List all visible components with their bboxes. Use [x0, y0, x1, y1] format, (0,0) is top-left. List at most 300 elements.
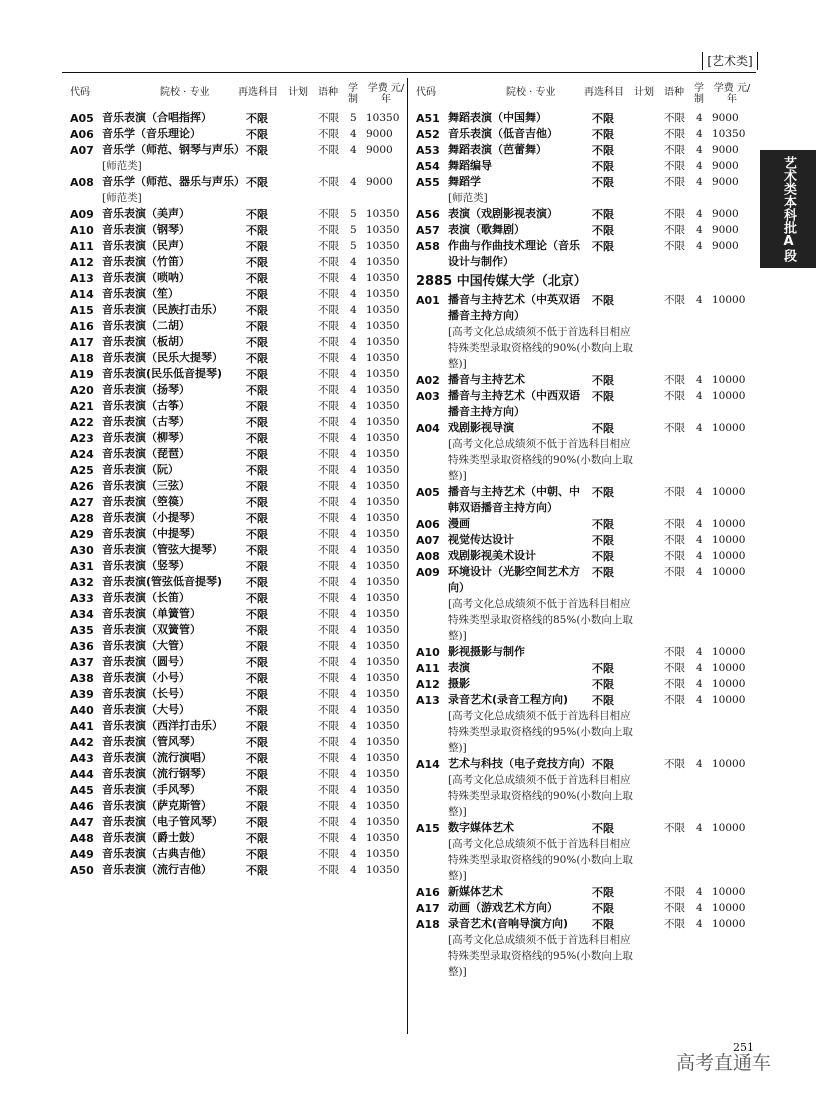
- cell-code: A23: [70, 432, 94, 445]
- table-row: [70, 670, 410, 686]
- cell-yrs: 4: [696, 886, 703, 898]
- cell-sub: 不限: [246, 304, 268, 317]
- header-code: 代码: [70, 87, 90, 98]
- cell-code: A44: [70, 768, 94, 781]
- header-name: 院校 · 专业: [506, 87, 556, 98]
- cell-sub: 不限: [246, 832, 268, 845]
- cell-sub: 不限: [592, 208, 614, 221]
- cell-code: A37: [70, 656, 94, 669]
- cell-fee: 9000: [366, 144, 393, 156]
- cell-code: A58: [416, 240, 440, 253]
- cell-lang: 不限: [318, 304, 339, 316]
- left-column: [70, 80, 410, 878]
- cell-yrs: 4: [696, 518, 703, 530]
- section-tag: [艺术类]: [702, 52, 758, 70]
- major-name: 舞蹈表演（芭蕾舞）: [448, 143, 547, 156]
- cell-fee: 10000: [712, 550, 746, 562]
- right-table-b: [416, 292, 756, 980]
- cell-fee: 10000: [712, 518, 746, 530]
- major-name: 音乐表演（流行演唱）: [102, 751, 212, 764]
- major-name: 戏剧影视美术设计: [448, 549, 536, 562]
- major-name: 音乐表演（流行吉他）: [102, 863, 212, 876]
- cell-yrs: 4: [696, 550, 703, 562]
- cell-fee: 9000: [366, 128, 393, 140]
- cell-yrs: 4: [350, 512, 357, 524]
- cell-lang: 不限: [664, 534, 685, 546]
- major-name: 音乐表演(民乐低音提琴): [102, 367, 223, 380]
- cell-sub: 不限: [592, 176, 614, 189]
- cell-code: A05: [70, 112, 94, 125]
- cell-sub: 不限: [246, 416, 268, 429]
- cell-lang: 不限: [318, 544, 339, 556]
- table-row: [70, 462, 410, 478]
- cell-lang: 不限: [664, 646, 685, 658]
- table-row: [70, 206, 410, 222]
- cell-sub: 不限: [246, 480, 268, 493]
- cell-fee: 10350: [366, 656, 400, 668]
- major-name: 舞蹈编导: [448, 159, 492, 172]
- cell-sub: 不限: [592, 822, 614, 835]
- cell-lang: 不限: [664, 128, 685, 140]
- cell-yrs: 4: [696, 662, 703, 674]
- table-row: [70, 334, 410, 350]
- cell-code: A09: [416, 566, 440, 579]
- cell-yrs: 4: [696, 566, 703, 578]
- cell-lang: 不限: [318, 640, 339, 652]
- table-row: [70, 174, 410, 190]
- cell-sub: 不限: [246, 624, 268, 637]
- cell-lang: 不限: [318, 720, 339, 732]
- major-name: 视觉传达设计: [448, 533, 514, 546]
- major-name: 音乐表演（双簧管）: [102, 623, 201, 636]
- cell-sub: 不限: [592, 918, 614, 931]
- table-row: [416, 516, 756, 532]
- cell-fee: 10350: [366, 592, 400, 604]
- table-row: [70, 846, 410, 862]
- cell-fee: 10350: [366, 752, 400, 764]
- cell-yrs: 4: [350, 800, 357, 812]
- cell-fee: 10350: [366, 208, 400, 220]
- cell-fee: 10350: [366, 560, 400, 572]
- cell-yrs: 4: [350, 736, 357, 748]
- right-table-a: [416, 110, 756, 270]
- right-column: [416, 80, 756, 980]
- major-name: 播音与主持艺术（中西双语播音主持方向）: [448, 389, 580, 418]
- cell-fee: 9000: [712, 240, 739, 252]
- cell-yrs: 4: [696, 534, 703, 546]
- cell-fee: 10000: [712, 918, 746, 930]
- cell-yrs: 4: [350, 480, 357, 492]
- cell-code: A31: [70, 560, 94, 573]
- cell-fee: 10350: [366, 768, 400, 780]
- major-name: 音乐表演（古琴）: [102, 415, 190, 428]
- major-name: 音乐表演（唢呐）: [102, 271, 190, 284]
- cell-code: A14: [70, 288, 94, 301]
- cell-sub: 不限: [246, 816, 268, 829]
- cell-sub: 不限: [592, 534, 614, 547]
- cell-lang: 不限: [664, 550, 685, 562]
- header-subject: 再选科目: [584, 87, 624, 98]
- cell-sub: 不限: [246, 848, 268, 861]
- row-note: [师范类]: [102, 160, 142, 172]
- major-name: 音乐表演（管风琴）: [102, 735, 201, 748]
- cell-code: A29: [70, 528, 94, 541]
- table-row: [70, 830, 410, 846]
- cell-fee: 10000: [712, 534, 746, 546]
- cell-code: A33: [70, 592, 94, 605]
- cell-sub: 不限: [246, 352, 268, 365]
- major-name: 表演: [448, 661, 470, 674]
- cell-lang: 不限: [664, 758, 685, 770]
- table-row: [416, 484, 756, 516]
- cell-lang: 不限: [664, 224, 685, 236]
- major-name: 音乐表演（萨克斯管）: [102, 799, 212, 812]
- cell-sub: 不限: [246, 736, 268, 749]
- cell-yrs: 4: [696, 240, 703, 252]
- cell-yrs: 4: [696, 224, 703, 236]
- major-name: 表演（戏剧影视表演）: [448, 207, 558, 220]
- header-rule: [62, 72, 756, 73]
- cell-yrs: 4: [350, 528, 357, 540]
- table-row: [70, 350, 410, 366]
- cell-fee: 10000: [712, 390, 746, 402]
- cell-fee: 10350: [366, 240, 400, 252]
- cell-fee: 9000: [712, 224, 739, 236]
- table-row: [70, 542, 410, 558]
- table-row: [70, 638, 410, 654]
- table-row: [416, 372, 756, 388]
- header-plan: 计划: [288, 87, 308, 98]
- cell-code: A32: [70, 576, 94, 589]
- cell-yrs: 4: [696, 902, 703, 914]
- table-row: [416, 142, 756, 158]
- cell-code: A12: [416, 678, 440, 691]
- table-row: [416, 900, 756, 916]
- cell-code: A16: [416, 886, 440, 899]
- cell-yrs: 4: [696, 822, 703, 834]
- cell-lang: 不限: [318, 432, 339, 444]
- cell-code: A49: [70, 848, 94, 861]
- major-name: 音乐表演（小号）: [102, 671, 190, 684]
- cell-lang: 不限: [318, 592, 339, 604]
- cell-lang: 不限: [664, 902, 685, 914]
- major-name: 音乐表演（阮）: [102, 463, 179, 476]
- cell-lang: 不限: [318, 416, 339, 428]
- cell-sub: 不限: [246, 128, 268, 141]
- cell-sub: 不限: [592, 694, 614, 707]
- cell-yrs: 4: [350, 720, 357, 732]
- row-note: [高考文化总成绩须不低于首选科目相应特殊类型录取资格线的90%(小数向上取整)]: [448, 774, 633, 818]
- cell-lang: 不限: [318, 784, 339, 796]
- cell-yrs: 4: [350, 688, 357, 700]
- cell-sub: 不限: [246, 464, 268, 477]
- cell-fee: 10350: [366, 720, 400, 732]
- cell-yrs: 5: [350, 240, 357, 252]
- cell-sub: 不限: [592, 240, 614, 253]
- cell-sub: 不限: [246, 288, 268, 301]
- cell-sub: 不限: [592, 374, 614, 387]
- cell-fee: 10000: [712, 294, 746, 306]
- cell-lang: 不限: [318, 352, 339, 364]
- cell-sub: 不限: [246, 448, 268, 461]
- cell-sub: 不限: [592, 160, 614, 173]
- left-table: [70, 110, 410, 878]
- cell-lang: 不限: [318, 256, 339, 268]
- cell-fee: 10350: [366, 736, 400, 748]
- table-row: [70, 254, 410, 270]
- cell-sub: 不限: [246, 512, 268, 525]
- major-name: 音乐表演（民声）: [102, 239, 190, 252]
- cell-yrs: 4: [350, 544, 357, 556]
- cell-sub: 不限: [592, 518, 614, 531]
- cell-lang: 不限: [318, 208, 339, 220]
- cell-sub: 不限: [246, 592, 268, 605]
- cell-code: A28: [70, 512, 94, 525]
- cell-yrs: 4: [350, 304, 357, 316]
- cell-fee: 10350: [366, 112, 400, 124]
- row-note: [师范类]: [102, 192, 142, 204]
- cell-sub: 不限: [246, 800, 268, 813]
- page-number: 251: [733, 1041, 754, 1054]
- cell-yrs: 4: [350, 416, 357, 428]
- cell-lang: 不限: [318, 608, 339, 620]
- cell-sub: 不限: [246, 688, 268, 701]
- major-name: 音乐表演（电子管风琴）: [102, 815, 223, 828]
- major-name: 音乐表演（长笛）: [102, 591, 190, 604]
- cell-lang: 不限: [318, 400, 339, 412]
- cell-sub: 不限: [246, 720, 268, 733]
- cell-yrs: 4: [350, 128, 357, 140]
- cell-lang: 不限: [664, 694, 685, 706]
- cell-sub: 不限: [592, 486, 614, 499]
- table-row: [70, 414, 410, 430]
- major-name: 音乐表演（民族打击乐）: [102, 303, 223, 316]
- cell-sub: 不限: [246, 224, 268, 237]
- cell-yrs: 4: [350, 448, 357, 460]
- cell-lang: 不限: [664, 422, 685, 434]
- cell-yrs: 4: [696, 112, 703, 124]
- cell-fee: 10000: [712, 422, 746, 434]
- cell-fee: 10000: [712, 374, 746, 386]
- cell-fee: 10350: [366, 336, 400, 348]
- cell-sub: 不限: [246, 672, 268, 685]
- cell-code: A19: [70, 368, 94, 381]
- cell-fee: 10350: [366, 320, 400, 332]
- cell-code: A06: [416, 518, 440, 531]
- row-note: [高考文化总成绩须不低于首选科目相应特殊类型录取资格线的95%(小数向上取整)]: [448, 934, 633, 978]
- cell-sub: 不限: [246, 784, 268, 797]
- cell-lang: 不限: [318, 480, 339, 492]
- cell-sub: 不限: [246, 256, 268, 269]
- major-name: 音乐表演（竖琴）: [102, 559, 190, 572]
- cell-code: A18: [70, 352, 94, 365]
- table-row: [70, 814, 410, 830]
- cell-code: A06: [70, 128, 94, 141]
- cell-fee: 10350: [366, 352, 400, 364]
- cell-sub: 不限: [592, 678, 614, 691]
- cell-code: A21: [70, 400, 94, 413]
- cell-sub: 不限: [246, 496, 268, 509]
- cell-lang: 不限: [318, 272, 339, 284]
- cell-lang: 不限: [318, 176, 339, 188]
- cell-sub: 不限: [246, 176, 268, 189]
- cell-fee: 10350: [366, 576, 400, 588]
- cell-lang: 不限: [318, 288, 339, 300]
- cell-fee: 9000: [712, 176, 739, 188]
- cell-code: A04: [416, 422, 440, 435]
- cell-sub: 不限: [592, 566, 614, 579]
- cell-code: A39: [70, 688, 94, 701]
- cell-sub: 不限: [246, 400, 268, 413]
- table-row: [416, 222, 756, 238]
- cell-fee: 10000: [712, 678, 746, 690]
- table-row: [70, 126, 410, 142]
- header-plan: 计划: [634, 87, 654, 98]
- major-name: 音乐表演（笙）: [102, 287, 179, 300]
- table-row: [416, 884, 756, 900]
- cell-code: A08: [416, 550, 440, 563]
- cell-fee: 10000: [712, 646, 746, 658]
- table-row: [416, 158, 756, 174]
- table-row: [416, 532, 756, 548]
- cell-lang: 不限: [318, 656, 339, 668]
- cell-yrs: 4: [696, 422, 703, 434]
- table-row: [70, 718, 410, 734]
- cell-code: A11: [416, 662, 440, 675]
- cell-sub: 不限: [246, 432, 268, 445]
- cell-code: A36: [70, 640, 94, 653]
- cell-fee: 9000: [712, 160, 739, 172]
- cell-fee: 10350: [366, 416, 400, 428]
- cell-code: A30: [70, 544, 94, 557]
- cell-yrs: 4: [350, 384, 357, 396]
- major-name: 音乐表演(管弦低音提琴): [102, 575, 223, 588]
- cell-yrs: 4: [696, 390, 703, 402]
- cell-fee: 10350: [366, 432, 400, 444]
- cell-yrs: 4: [696, 758, 703, 770]
- cell-yrs: 4: [350, 672, 357, 684]
- row-note: [师范类]: [448, 192, 488, 204]
- table-row: [416, 292, 756, 324]
- cell-lang: 不限: [664, 112, 685, 124]
- table-row: [416, 820, 756, 836]
- cell-lang: 不限: [318, 736, 339, 748]
- cell-code: A05: [416, 486, 440, 499]
- cell-lang: 不限: [318, 240, 339, 252]
- side-section-tab: 艺术类本科批A段: [760, 150, 816, 268]
- cell-code: A03: [416, 390, 440, 403]
- cell-yrs: 4: [350, 624, 357, 636]
- table-row: [70, 782, 410, 798]
- cell-fee: 10350: [366, 256, 400, 268]
- major-name: 音乐表演（低音吉他）: [448, 127, 558, 140]
- major-name: 音乐表演（流行钢琴）: [102, 767, 212, 780]
- cell-sub: 不限: [592, 390, 614, 403]
- table-row: [70, 750, 410, 766]
- cell-sub: 不限: [592, 112, 614, 125]
- cell-code: A16: [70, 320, 94, 333]
- cell-code: A17: [70, 336, 94, 349]
- cell-lang: 不限: [318, 832, 339, 844]
- major-name: 艺术与科技（电子竞技方向）: [448, 757, 591, 770]
- cell-yrs: 5: [350, 224, 357, 236]
- cell-yrs: 4: [350, 336, 357, 348]
- cell-code: A48: [70, 832, 94, 845]
- cell-lang: 不限: [318, 464, 339, 476]
- cell-code: A34: [70, 608, 94, 621]
- cell-yrs: 5: [350, 208, 357, 220]
- major-name: 舞蹈表演（中国舞）: [448, 111, 547, 124]
- major-name: 舞蹈学: [448, 175, 481, 188]
- cell-code: A12: [70, 256, 94, 269]
- row-note: [高考文化总成绩须不低于首选科目相应特殊类型录取资格线的95%(小数向上取整)]: [448, 710, 633, 754]
- header-years: 学制: [694, 83, 704, 105]
- table-row: [416, 756, 756, 772]
- column-header: [416, 80, 756, 110]
- major-name: 音乐学（师范、器乐与声乐）: [102, 175, 245, 188]
- table-row: [70, 110, 410, 126]
- major-name: 音乐表演（柳琴）: [102, 431, 190, 444]
- cell-yrs: 4: [350, 352, 357, 364]
- cell-yrs: 4: [350, 576, 357, 588]
- cell-lang: 不限: [318, 528, 339, 540]
- major-name: 音乐表演（手风琴）: [102, 783, 201, 796]
- cell-fee: 10000: [712, 822, 746, 834]
- cell-lang: 不限: [318, 848, 339, 860]
- table-row: [70, 366, 410, 382]
- cell-sub: 不限: [592, 902, 614, 915]
- major-name: 音乐表演（单簧管）: [102, 607, 201, 620]
- cell-fee: 10350: [366, 304, 400, 316]
- cell-fee: 10350: [366, 688, 400, 700]
- cell-yrs: 4: [350, 464, 357, 476]
- header-fee: 学费 元/年: [367, 83, 405, 105]
- cell-sub: 不限: [246, 560, 268, 573]
- cell-lang: 不限: [664, 294, 685, 306]
- cell-lang: 不限: [318, 320, 339, 332]
- cell-code: A20: [70, 384, 94, 397]
- cell-sub: 不限: [246, 240, 268, 253]
- cell-code: A24: [70, 448, 94, 461]
- table-row: [416, 420, 756, 436]
- table-row: [416, 388, 756, 420]
- major-name: 音乐表演（板胡）: [102, 335, 190, 348]
- cell-lang: 不限: [318, 624, 339, 636]
- major-name: 音乐表演（大管）: [102, 639, 190, 652]
- cell-fee: 10000: [712, 662, 746, 674]
- cell-fee: 10350: [366, 528, 400, 540]
- cell-yrs: 4: [696, 128, 703, 140]
- header-lang: 语种: [318, 87, 338, 98]
- cell-yrs: 4: [350, 256, 357, 268]
- major-name: 音乐表演（竹笛）: [102, 255, 190, 268]
- major-name: 音乐表演（中提琴）: [102, 527, 201, 540]
- cell-code: A46: [70, 800, 94, 813]
- table-row: [70, 430, 410, 446]
- cell-lang: 不限: [664, 374, 685, 386]
- cell-lang: 不限: [318, 368, 339, 380]
- cell-lang: 不限: [664, 144, 685, 156]
- cell-sub: 不限: [592, 294, 614, 307]
- major-name: 音乐表演（西洋打击乐）: [102, 719, 223, 732]
- cell-fee: 10350: [366, 224, 400, 236]
- cell-yrs: 4: [696, 176, 703, 188]
- cell-sub: 不限: [592, 886, 614, 899]
- table-row: [70, 798, 410, 814]
- major-name: 音乐表演（圆号）: [102, 655, 190, 668]
- major-name: 播音与主持艺术（中朝、中韩双语播音主持方向）: [448, 485, 580, 514]
- cell-code: A41: [70, 720, 94, 733]
